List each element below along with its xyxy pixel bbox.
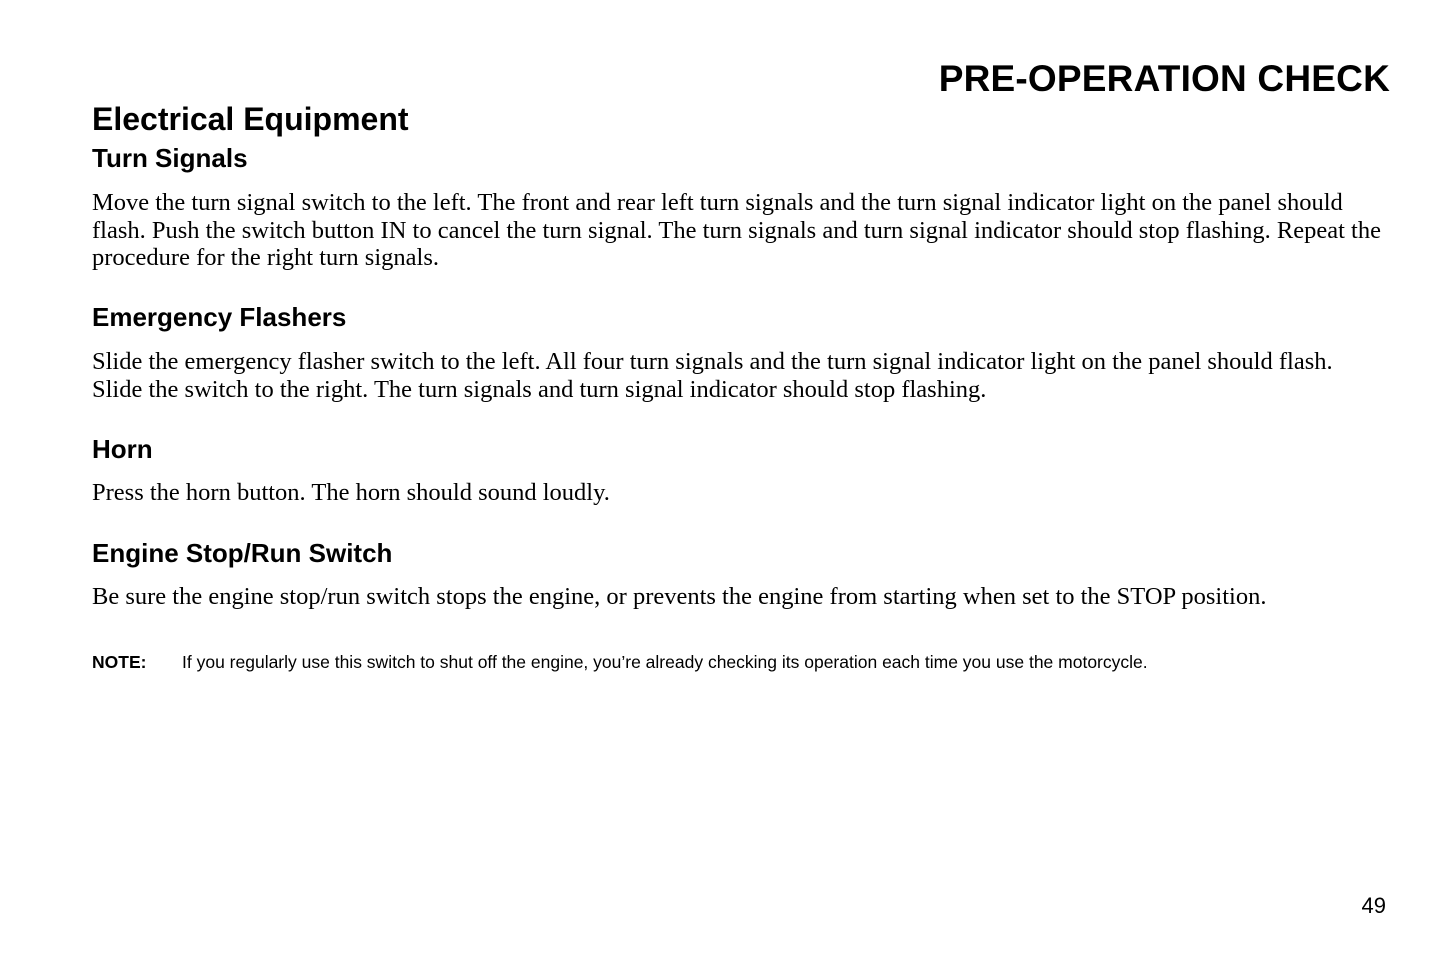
paragraph-engine-stop-run-switch: Be sure the engine stop/run switch stops the engine, or prevents the engine from starting when set to the STOP position. xyxy=(92,583,1267,610)
manual-page xyxy=(92,0,1392,954)
subsection-title-turn-signals: Turn Signals xyxy=(92,143,248,173)
page-number: 49 xyxy=(1361,893,1386,918)
paragraph-horn: Press the horn button. The horn should sound loudly. xyxy=(92,479,610,506)
paragraph-emergency-flashers: Slide the emergency flasher switch to the left. All four turn signals and the turn signal indicator light on the panel should flash. Slide the switch to the right. The turn signals and turn signal indicator should stop flashing. xyxy=(92,348,1333,403)
note xyxy=(92,651,1402,673)
note-text: If you regularly use this switch to shut off the engine, you’re already checking its operation each time you use the motorcycle. xyxy=(182,652,1148,672)
chapter-title: PRE-OPERATION CHECK xyxy=(938,58,1390,99)
subsection-title-engine-stop-run-switch: Engine Stop/Run Switch xyxy=(92,538,393,568)
note-label: NOTE: xyxy=(92,652,147,672)
subsection-title-horn: Horn xyxy=(92,434,153,464)
section-title: Electrical Equipment xyxy=(92,101,409,137)
subsection-title-emergency-flashers: Emergency Flashers xyxy=(92,302,347,332)
paragraph-turn-signals: Move the turn signal switch to the left. The front and rear left turn signals and the turn signal indicator light on the panel should flash. Push the switch button IN to cancel the turn signal. The turn signals and turn signal indicator should stop flashing. Repeat the procedure for the right turn signals. xyxy=(92,189,1381,271)
